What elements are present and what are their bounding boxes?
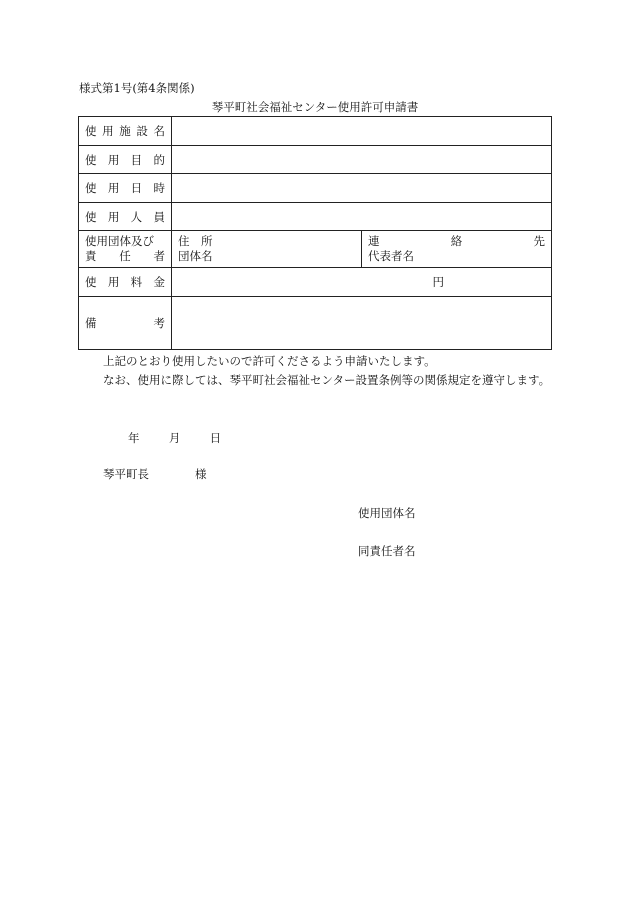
paragraph-compliance: なお、使用に際しては、琴平町社会福祉センター設置条例等の関係規定を遵守します。	[103, 373, 551, 387]
row-purpose	[79, 146, 552, 174]
label-char: 日	[130, 181, 143, 195]
fee-unit: 円	[432, 275, 444, 289]
label-char: 先	[533, 234, 545, 248]
label-char: 時	[153, 181, 165, 195]
date-line	[128, 430, 221, 446]
day-label: 日	[209, 431, 222, 445]
label-char: 考	[153, 316, 165, 330]
addressee	[103, 466, 207, 482]
paragraph-request: 上記のとおり使用したいので許可くださるよう申請いたします。	[103, 354, 436, 368]
applicant-group-label: 使用団体名	[358, 506, 416, 520]
field-people[interactable]	[172, 203, 552, 231]
application-form-table	[78, 116, 552, 350]
row-facility-name	[79, 117, 552, 146]
label-char: 用	[107, 152, 120, 167]
address-label: 住 所	[178, 234, 213, 248]
label-line-1: 使用団体及び	[85, 234, 154, 248]
label-char: 員	[153, 209, 165, 224]
label-char: 用	[107, 181, 120, 195]
label-char: 設	[136, 124, 148, 138]
label-purpose	[79, 146, 172, 174]
field-datetime[interactable]	[172, 174, 552, 203]
label-char: 者	[153, 249, 165, 263]
label-char: 用	[107, 209, 120, 224]
row-remarks	[79, 297, 552, 350]
document-title: 琴平町社会福祉センター使用許可申請書	[211, 100, 419, 114]
label-facility-name	[79, 117, 172, 146]
field-remarks[interactable]	[172, 297, 552, 350]
label-char: 責	[85, 249, 97, 263]
row-people	[79, 203, 552, 231]
group-name-label: 団体名	[178, 249, 213, 263]
label-char: 金	[153, 275, 165, 289]
label-char: 使	[85, 209, 97, 224]
label-char: 絡	[450, 234, 463, 248]
year-label: 年	[128, 431, 140, 445]
label-char: 使	[85, 275, 97, 289]
label-group-responsible	[79, 231, 172, 268]
label-char: 連	[368, 234, 380, 248]
label-char: 用	[107, 275, 120, 289]
month-label: 月	[168, 431, 181, 445]
label-char: 的	[153, 152, 165, 167]
field-facility-name[interactable]	[172, 117, 552, 146]
label-char: 任	[119, 249, 131, 263]
label-char: 目	[130, 152, 143, 167]
form-number: 様式第1号(第4条関係)	[79, 81, 195, 95]
label-people	[79, 203, 172, 231]
label-char: 用	[102, 124, 114, 138]
label-remarks	[79, 297, 172, 350]
field-address-group[interactable]	[172, 231, 362, 268]
honorific: 様	[195, 467, 207, 481]
label-char: 料	[130, 275, 143, 289]
label-char: 名	[153, 124, 165, 138]
label-char: 人	[130, 209, 143, 224]
label-char: 使	[85, 181, 97, 195]
label-fee	[79, 268, 172, 297]
row-group-responsible	[79, 231, 552, 268]
label-datetime	[79, 174, 172, 203]
responsible-person-label: 同責任者名	[358, 544, 416, 558]
row-fee	[79, 268, 552, 297]
label-char: 備	[85, 316, 97, 330]
field-contact-representative[interactable]	[362, 231, 552, 268]
row-datetime	[79, 174, 552, 203]
addressee-name: 琴平町長	[103, 467, 149, 481]
label-char: 施	[119, 124, 131, 138]
label-char: 使	[85, 152, 97, 167]
field-purpose[interactable]	[172, 146, 552, 174]
label-char: 使	[85, 124, 97, 138]
representative-label: 代表者名	[368, 249, 414, 263]
field-fee[interactable]	[172, 268, 552, 297]
